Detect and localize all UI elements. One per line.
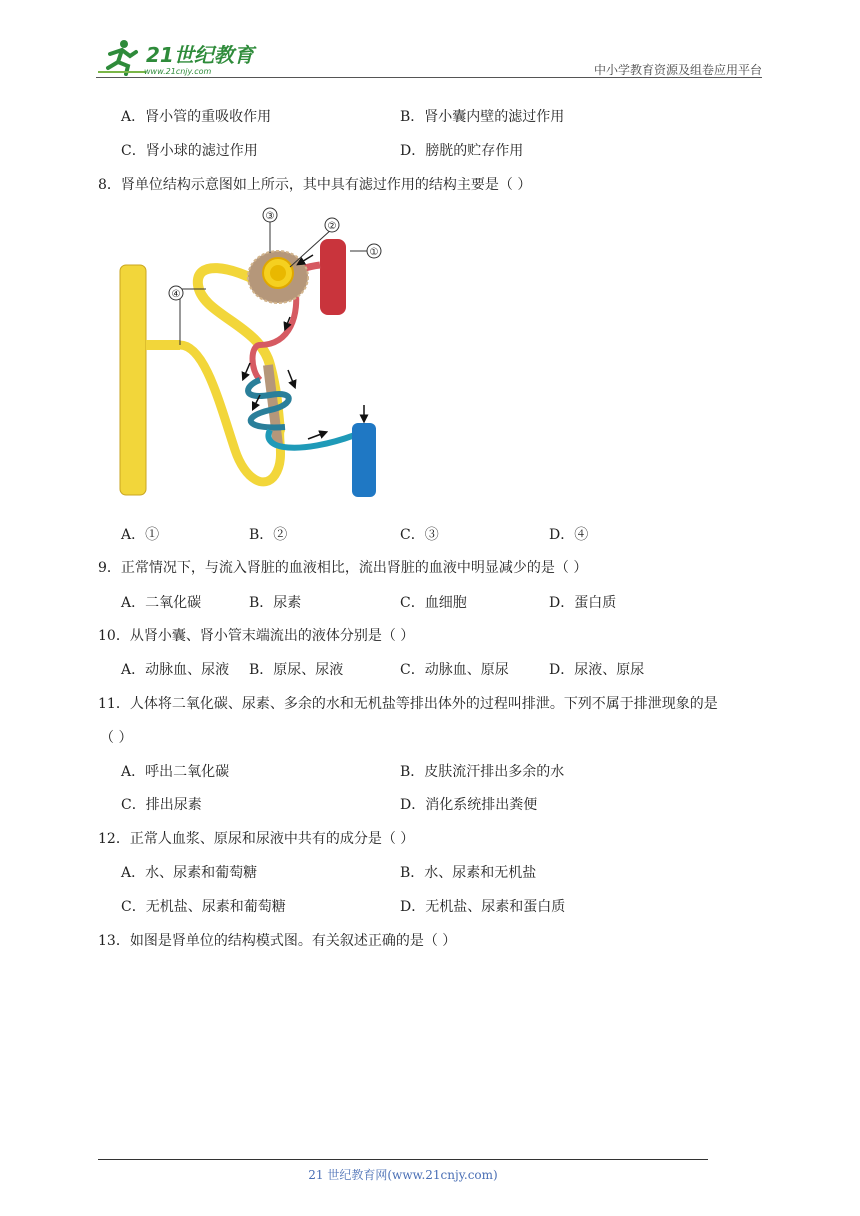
q9-stem: 9．正常情况下，与流入肾脏的血液相比，流出肾脏的血液中明显减少的是（ ） (98, 560, 588, 576)
header-divider (96, 77, 762, 78)
logo-text: 21世纪教育 (146, 43, 254, 67)
renal-artery (320, 239, 346, 315)
q11-option-b: B．皮肤流汗排出多余的水 (400, 764, 565, 780)
q9-option-c: C．血细胞 (400, 595, 467, 611)
q8-option-d: D．④ (549, 527, 589, 543)
q10-option-d: D．尿液、原尿 (549, 662, 645, 678)
q12-option-d: D．无机盐、尿素和蛋白质 (400, 899, 566, 915)
q11-option-d: D．消化系统排出粪便 (400, 797, 538, 813)
svg-text:④: ④ (171, 289, 181, 300)
q9-option-b: B．尿素 (249, 595, 302, 611)
nephron-diagram (110, 205, 400, 505)
label-4 (169, 286, 183, 300)
q10-stem: 10．从肾小囊、肾小管末端流出的液体分别是（ ） (98, 628, 415, 644)
footer-link[interactable]: 21 世纪教育网(www.21cnjy.com) (308, 1168, 498, 1182)
svg-text:①: ① (369, 247, 379, 258)
q7-option-a: A．肾小管的重吸收作用 (121, 109, 272, 125)
svg-text:③: ③ (265, 211, 275, 222)
q12-option-b: B．水、尿素和无机盐 (400, 865, 537, 881)
q8-option-b: B．② (249, 527, 288, 543)
q8-stem: 8．肾单位结构示意图如上所示，其中具有滤过作用的结构主要是（ ） (98, 177, 532, 193)
q11-option-c: C．排出尿素 (121, 797, 202, 813)
q12-stem: 12．正常人血浆、原尿和尿液中共有的成分是（ ） (98, 831, 415, 847)
collecting-duct (120, 265, 146, 495)
logo-url: www.21cnjy.com (144, 67, 212, 76)
q7-option-c: C．肾小球的滤过作用 (121, 143, 258, 159)
q10-option-a: A．动脉血、尿液 (121, 662, 230, 678)
label-3 (263, 208, 277, 222)
q11-stem: 11．人体将二氧化碳、尿素、多余的水和无机盐等排出体外的过程叫排泄。下列不属于排泄现象的是 (98, 696, 718, 712)
label-2 (325, 218, 339, 232)
q9-option-d: D．蛋白质 (549, 595, 617, 611)
svg-text:②: ② (327, 221, 337, 232)
q12-option-c: C．无机盐、尿素和葡萄糖 (121, 899, 286, 915)
site-logo (96, 36, 266, 78)
q10-option-b: B．原尿、尿液 (249, 662, 344, 678)
q8-option-c: C．③ (400, 527, 439, 543)
q12-option-a: A．水、尿素和葡萄糖 (121, 865, 258, 881)
q9-option-a: A．二氧化碳 (121, 595, 202, 611)
q13-stem: 13．如图是肾单位的结构模式图。有关叙述正确的是（ ） (98, 933, 457, 949)
footer-divider (98, 1159, 708, 1160)
q11-option-a: A．呼出二氧化碳 (121, 764, 230, 780)
label-1 (367, 244, 381, 258)
q7-option-b: B．肾小囊内壁的滤过作用 (400, 109, 565, 125)
q7-option-d: D．膀胱的贮存作用 (400, 143, 524, 159)
q8-option-a: A．① (121, 527, 160, 543)
q11-stem-paren: （ ） (100, 730, 133, 746)
renal-vein (352, 423, 376, 497)
q10-option-c: C．动脉血、原尿 (400, 662, 509, 678)
header-platform-text: 中小学教育资源及组卷应用平台 (593, 63, 762, 77)
runner-icon (98, 40, 146, 74)
